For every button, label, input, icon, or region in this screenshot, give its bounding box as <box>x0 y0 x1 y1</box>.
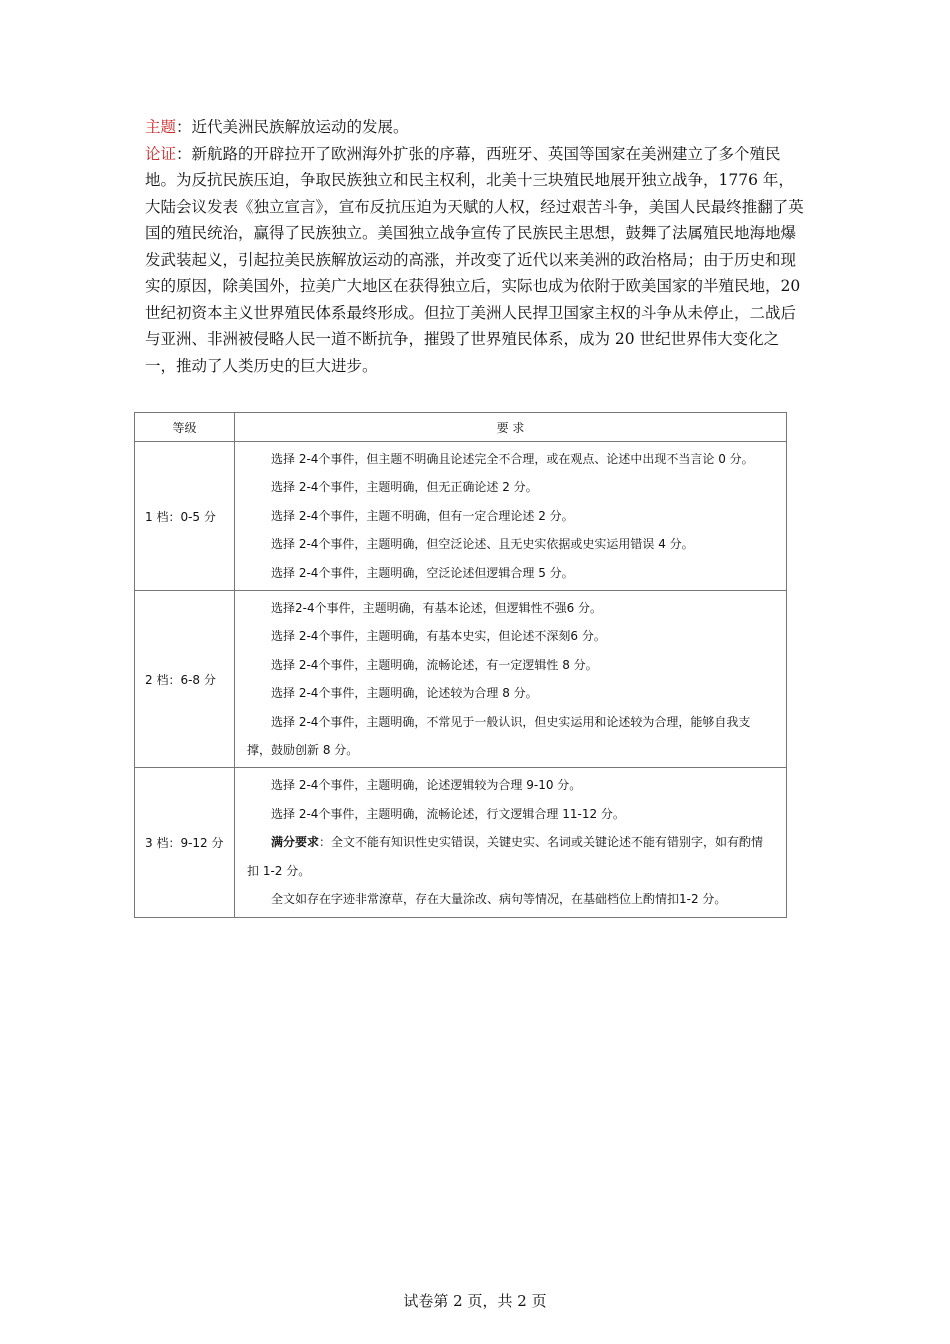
argument-paragraph <box>145 141 805 380</box>
requirement-item: 选择 2-4个事件，主题明确，但无正确论述 2 分。 <box>271 480 538 495</box>
table-row <box>135 442 787 591</box>
requirement-item: 选择 2-4个事件，但主题不明确且论述完全不合理，或在观点、论述中出现不当言论 0 分。 <box>271 452 754 466</box>
requirement-item: 选择 2-4个事件，主题明确，不常见于一般认识，但史实运用和论述较为合理，能够自我支撑，鼓励创新 8 分。 <box>247 714 751 758</box>
grade-level-2: 2 档：6-8 分 <box>135 591 235 768</box>
theme-text: ：近代美洲民族解放运动的发展。 <box>176 118 409 136</box>
table-header-row <box>135 413 787 442</box>
deduction-rule: 全文如存在字迹非常潦草，存在大量涂改、病句等情况，在基础档位上酌情扣1-2 分。 <box>271 892 727 907</box>
header-requirements: 要 求 <box>235 413 787 442</box>
requirement-item: 选择 2-4个事件，主题明确，有基本史实，但论述不深刻6 分。 <box>271 629 606 644</box>
requirement-item: 选择 2-4个事件，主题明确，空泛论述但逻辑合理 5 分。 <box>271 565 574 580</box>
requirement-item: 选择 2-4个事件，主题不明确，但有一定合理论述 2 分。 <box>271 508 574 523</box>
full-score-text: ：全文不能有知识性史实错误，关键史实、名词或关键论述不能有错别字，如有酌情扣 1-2 分。 <box>247 835 764 878</box>
argument-label: 论证 <box>145 144 177 163</box>
table-row <box>135 768 787 917</box>
requirements-level-3 <box>235 768 787 917</box>
requirement-item: 选择 2-4个事件，主题明确，论述较为合理 8 分。 <box>271 686 538 701</box>
requirements-level-1 <box>235 442 787 591</box>
table-row <box>135 591 787 768</box>
header-grade: 等级 <box>135 413 235 442</box>
requirement-item: 选择2-4个事件，主题明确，有基本论述，但逻辑性不强6 分。 <box>271 601 603 616</box>
essay-section <box>145 114 805 379</box>
grade-level-1: 1 档：0-5 分 <box>135 442 235 591</box>
page-footer: 试卷第 2 页，共 2 页 <box>403 1292 547 1310</box>
requirements-level-2 <box>235 591 787 768</box>
theme-label: 主题 <box>145 118 177 136</box>
requirement-item: 选择 2-4个事件，主题明确，论述逻辑较为合理 9-10 分。 <box>271 778 582 793</box>
full-score-label: 满分要求 <box>271 835 320 850</box>
full-score-requirement <box>247 828 774 885</box>
requirement-item: 选择 2-4个事件，主题明确，但空泛论述、且无史实依据或史实运用错误 4 分。 <box>271 537 694 552</box>
grading-table <box>134 412 787 918</box>
requirement-item: 选择 2-4个事件，主题明确，流畅论述，有一定逻辑性 8 分。 <box>271 657 598 672</box>
argument-text: ：新航路的开辟拉开了欧洲海外扩张的序幕，西班牙、英国等国家在美洲建立了多个殖民地。为反抗民族压迫，争取民族独立和民主权利，北美十三块殖民地展开独立战争，1776 年，大陆会议发表《独立宣言》，宣布反抗压迫为天赋的人权，经过艰苦斗争，美国人民最终推翻了英国的殖民统治，赢得了民族独立。美国独立战争宣传了民族民主思想，鼓舞了法属殖民地海地爆发武装起义，引起拉美民族解放运动的高涨，并改变了近代以来美洲的政治格局；由于历史和现实的原因，除美国外，拉美广大地区在获得独立后，实际也成为依附于欧美国家的半殖民地，20 世纪初资本主义世界殖民体系最终形成。但拉丁美洲人民捍卫国家主权的斗争从未停止，二战后与亚洲、非洲被侵略人民一道不断抗争，摧毁了世界殖民体系，成为 20 世纪世界伟大变化之一，推动了人类历史的巨大进步。 <box>145 144 804 375</box>
requirement-item: 选择 2-4个事件，主题明确，流畅论述，行文逻辑合理 11-12 分。 <box>271 806 625 821</box>
theme-line <box>145 114 805 141</box>
grade-level-3: 3 档：9-12 分 <box>135 768 235 917</box>
